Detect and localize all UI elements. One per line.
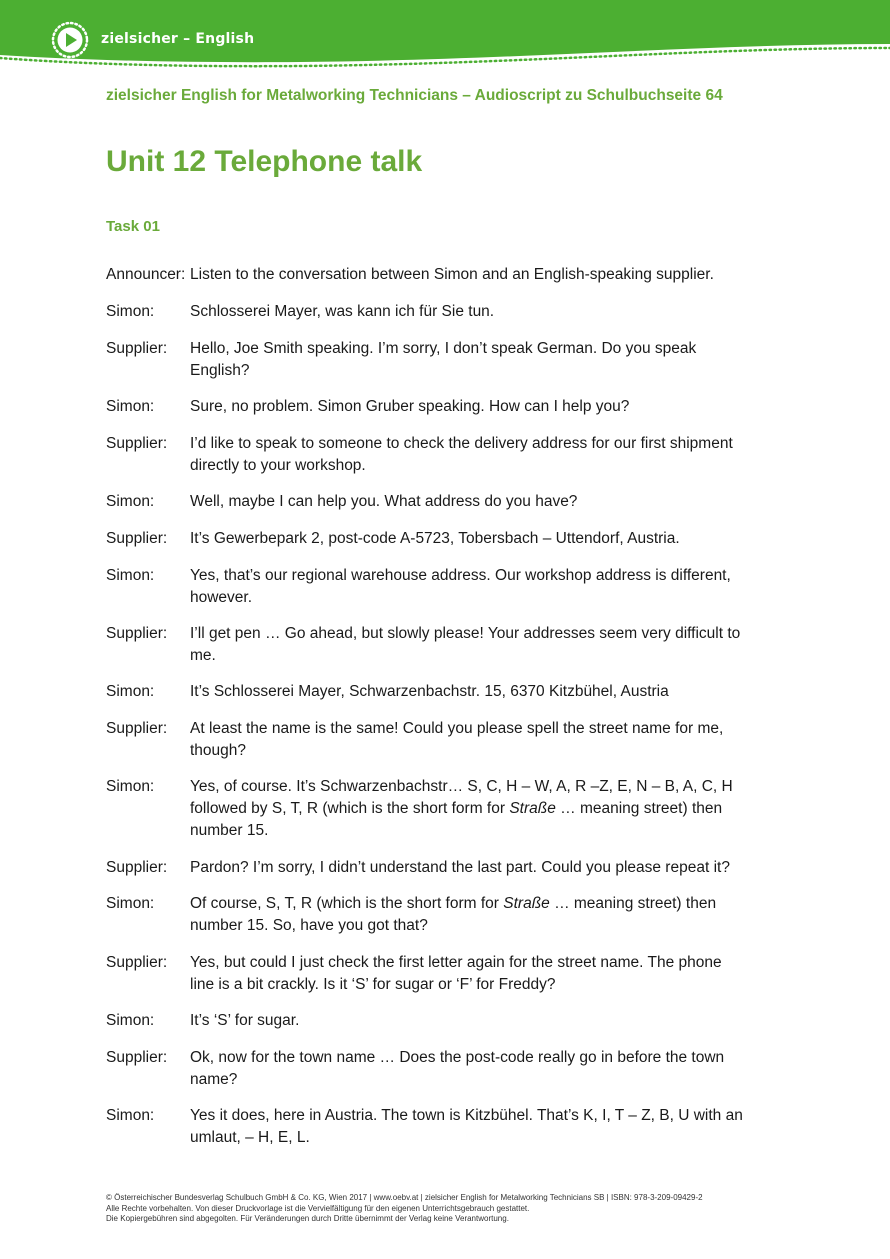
speaker-label: Simon: [106,567,155,584]
speaker-label: Supplier: [106,530,168,547]
dialogue-text [190,1105,790,1149]
text-line: number 15. So, have you got that? [190,917,428,934]
text-line: Yes it does, here in Austria. The town is Kitzbühel. That’s K, I, T – Z, B, U with an [190,1107,743,1124]
text-line: Yes, of course. It’s Schwarzenbachstr… S, C, H – W, A, R –Z, E, N – B, A, C, H [190,778,733,795]
text-line: line is a bit crackly. Is it ‘S’ for sugar or ‘F’ for Freddy? [190,976,556,993]
speaker-label: Simon: [106,1012,155,1029]
text-line: I’d like to speak to someone to check the delivery address for our first shipment [190,435,733,452]
dialogue-text: Pardon? I’m sorry, I didn’t understand the last part. Could you please repeat it? [190,859,730,876]
task-label: Task 01 [106,218,160,235]
dialogue-text: It’s ‘S’ for sugar. [190,1012,300,1029]
footer-line: Alle Rechte vorbehalten. Von dieser Druckvorlage ist die Vervielfältigung für den eigenen Unterrichtsgebrauch gestattet. [106,1203,530,1213]
speaker-label: Simon: [106,303,155,320]
dialogue-text: It’s Schlosserei Mayer, Schwarzenbachstr. 15, 6370 Kitzbühel, Austria [190,683,669,700]
document-header: zielsicher English for Metalworking Technicians – Audioscript zu Schulbuchseite 64 [106,87,723,104]
dialogue-text [190,893,790,937]
text-segment: Of course, S, T, R (which is the short form for [190,895,504,912]
text-line: name? [190,1071,238,1088]
text-segment: followed by S, T, R (which is the short form for [190,800,510,817]
text-line [190,798,790,820]
text-line: Yes, that’s our regional warehouse address. Our workshop address is different, [190,567,731,584]
dialogue-text [190,565,790,609]
speaker-label: Supplier: [106,625,168,642]
text-line: though? [190,742,247,759]
dialogue-text [190,623,790,667]
text-line: me. [190,647,216,664]
text-line: English? [190,362,250,379]
speaker-label: Supplier: [106,954,168,971]
header-banner [0,0,890,80]
text-line: Yes, but could I just check the first letter again for the street name. The phone [190,954,722,971]
speaker-label: Announcer: [106,266,186,283]
text-line: Hello, Joe Smith speaking. I’m sorry, I don’t speak German. Do you speak [190,340,697,357]
text-line: directly to your workshop. [190,457,366,474]
italic-term: Straße [509,800,556,817]
speaker-label: Simon: [106,493,155,510]
speaker-label: Simon: [106,895,155,912]
footer-line: © Österreichischer Bundesverlag Schulbuch GmbH & Co. KG, Wien 2017 | www.oebv.at | zielsicher English for Metalworking Technicians SB | ISBN: 978-3-209-09429-2 [106,1193,703,1202]
dialogue-text: Schlosserei Mayer, was kann ich für Sie tun. [190,303,495,320]
dialogue-text: Well, maybe I can help you. What address do you have? [190,493,578,510]
text-line: umlaut, – H, E, L. [190,1129,310,1146]
speaker-label: Supplier: [106,435,168,452]
text-line: At least the name is the same! Could you please spell the street name for me, [190,720,724,737]
brand-name: zielsicher – English [101,31,255,47]
speaker-label: Supplier: [106,1049,168,1066]
italic-term: Straße [503,895,550,912]
play-circle-icon [50,20,90,60]
dialogue-text [190,338,790,382]
text-segment: … meaning street) then [549,895,717,912]
text-line [190,893,790,915]
text-line: Ok, now for the town name … Does the post-code really go in before the town [190,1049,725,1066]
speaker-label: Simon: [106,683,155,700]
speaker-label: Supplier: [106,859,168,876]
dialogue-text [190,776,790,842]
speaker-label: Supplier: [106,340,168,357]
speaker-label: Supplier: [106,720,168,737]
copyright-footer [106,1193,806,1225]
dialogue-text: Sure, no problem. Simon Gruber speaking. How can I help you? [190,398,630,415]
footer-line: Die Kopiergebühren sind abgegolten. Für Veränderungen durch Dritte übernimmt der Verlag keine Verantwortung. [106,1214,509,1223]
speaker-label: Simon: [106,398,155,415]
dialogue-text: It’s Gewerbepark 2, post-code A-5723, Tobersbach – Uttendorf, Austria. [190,530,680,547]
unit-title: Unit 12 Telephone talk [106,145,423,178]
text-line: however. [190,589,253,606]
text-segment: … meaning street) then [555,800,723,817]
speaker-label: Simon: [106,1107,155,1124]
dialogue-text [190,952,790,996]
text-line: number 15. [190,822,269,839]
speaker-label: Simon: [106,778,155,795]
dialogue-text [190,718,790,762]
dialogue-text [190,1047,790,1091]
dialogue-text: Listen to the conversation between Simon and an English-speaking supplier. [190,266,714,283]
dialogue-text [190,433,790,477]
text-line: I’ll get pen … Go ahead, but slowly please! Your addresses seem very difficult to [190,625,741,642]
